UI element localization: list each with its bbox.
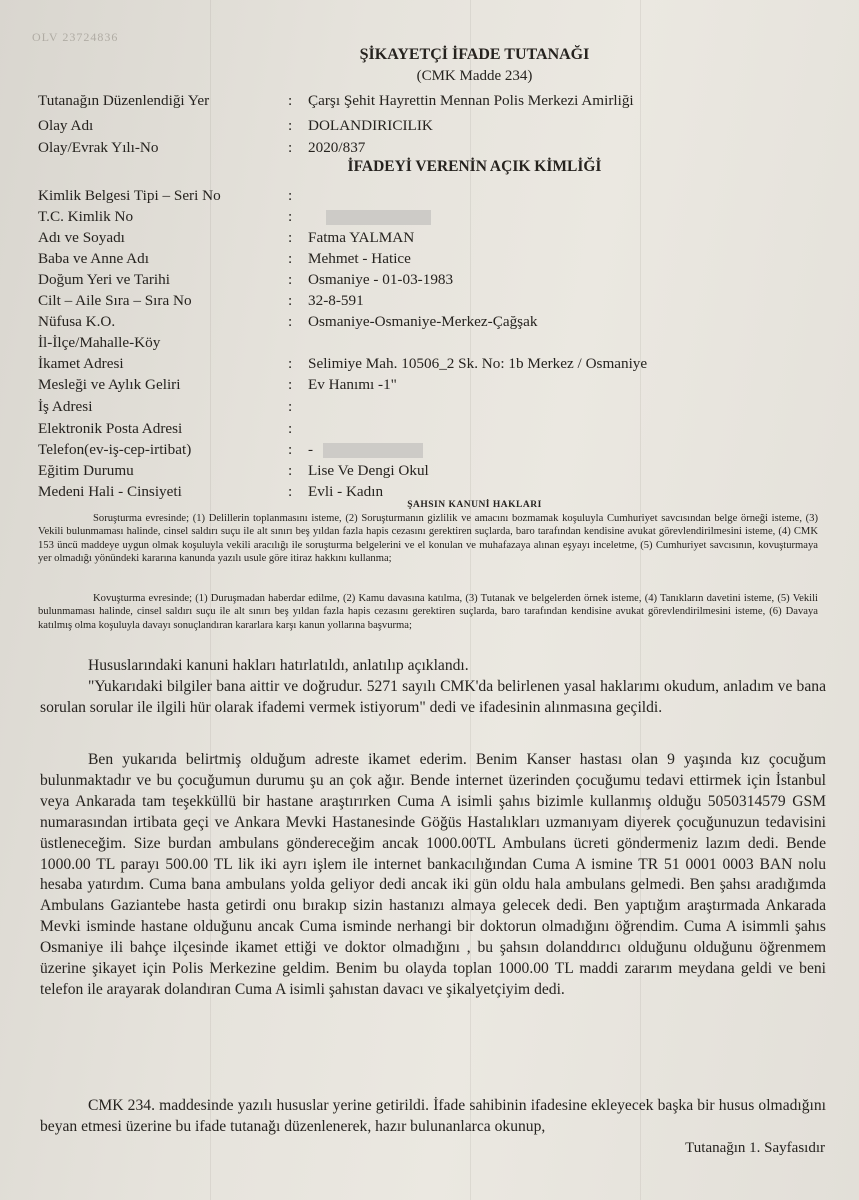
field-value: Selimiye Mah. 10506_2 Sk. No: 1b Merkez / Osmaniye: [308, 355, 648, 372]
phone-dash: -: [308, 441, 314, 458]
field-label: Baba ve Anne Adı: [38, 250, 149, 267]
field-value: Mehmet - Hatice: [308, 250, 411, 267]
field-label: Telefon(ev-iş-cep-irtibat): [38, 441, 192, 458]
field-label: Kimlik Belgesi Tipi – Seri No: [38, 187, 221, 204]
page-footer: Tutanağın 1. Sayfasıdır: [685, 1140, 825, 1156]
field-colon: :: [288, 292, 293, 309]
field-colon: :: [288, 441, 293, 458]
field-colon: :: [288, 483, 293, 500]
field-value: [308, 208, 431, 226]
rights-prosecution-paragraph: Kovuşturma evresinde; (1) Duruşmadan haberdar edilme, (2) Kamu davasına katılma, (3) Tutanak ve belgelerden örnek isteme, (4) Tanıkların davetini isteme, (5) Vekili bulunmaması halinde, cinsel saldırı suçu ile alt sınırı beş yıldan fazla hapis cezasını gerektiren suçlarda, baro tarafından kendisine avukat görevlendirilmesini isteme, (6) Davaya katılmış olma koşuluyla davayı sonuçlandıran kararlara karşı kanun yollarına başvurma;: [38, 593, 818, 631]
redaction-block: [326, 210, 431, 225]
field-colon: :: [288, 376, 293, 393]
field-label: Doğum Yeri ve Tarihi: [38, 271, 170, 288]
field-value: Osmaniye-Osmaniye-Merkez-Çağşak: [308, 313, 538, 330]
field-colon: :: [288, 117, 293, 134]
field-label: Olay/Evrak Yılı-No: [38, 139, 159, 156]
field-colon: :: [288, 398, 293, 415]
field-value: Lise Ve Dengi Okul: [308, 462, 429, 479]
field-colon: :: [288, 208, 293, 225]
field-label: Tutanağın Düzenlendiği Yer: [38, 92, 210, 109]
field-label: İş Adresi: [38, 398, 93, 415]
field-value: [308, 441, 423, 459]
rights-reminder-paragraph: Hususlarındaki kanuni hakları hatırlatıldı, anlatılıp açıklandı.: [88, 657, 469, 674]
field-value: Osmaniye - 01-03-1983: [308, 271, 454, 288]
consent-paragraph: "Yukarıdaki bilgiler bana aittir ve doğrudur. 5271 sayılı CMK'da belirlenen yasal haklarımı okudum, anladım ve bana sorulan sorular ile ilgili hür olarak ifademi vermek istiyorum" dedi ve ifadesinin alınmasına geçildi.: [40, 678, 826, 716]
field-label: Elektronik Posta Adresi: [38, 420, 183, 437]
closing-paragraph: CMK 234. maddesinde yazılı hususlar yerine getirildi. İfade sahibinin ifadesine ekleyecek başka bir husus olmadığını beyan etmesi üzerine bu ifade tutanağı düzenlenerek, hazır bulunanlarca okunup,: [40, 1097, 826, 1135]
field-label: Medeni Hali - Cinsiyeti: [38, 483, 182, 500]
field-label: İl-İlçe/Mahalle-Köy: [38, 334, 161, 351]
field-label: T.C. Kimlik No: [38, 208, 134, 225]
statement-paragraph: Ben yukarıda belirtmiş olduğum adreste ikamet ederim. Benim Kanser hastası olan 9 yaşında kız çocuğum bulunmaktadır ve bu çocuğumun durumu şu an çok ağır. Bende internet üzerinden çocuğumu tedavi ettirmek için İstanbul veya Ankarada tam teşekküllü bir hastane araştırırken Cuma A isimli şahıs bizimle kullanmış olduğu 5050314579 GSM numarasından irtibata geçi ve Ankara Mevki Hastanesinde Göğüs Hastalıkları uzmanıyam diyerek çocuğunuzun tedavisini üstleneceğim. Size burdan ambulans göndereceğim ancak 1000.00TL Ambulans ücreti göndermeniz lazım dedi. Bende 1000.00 TL parayı 500.00 TL lik iki ayrı işlem ile internet bankacılığından Cuma A ismine TR 51 0001 0003 BAN nolu hesaba yatırdım. Cuma bana ambulans yolda geliyor dedi ancak iki gün oldu hala ambulans gelmedi. Ben şahsı aradığımda Ambulans Gaziantebe hasta getirdi onu bırakıp sizin hastanızı almaya gelecek dedi. Ben yaptığım araştırmada Ankarada Mevki isminde hastane olduğunu ancak Cuma isminde nerhangi bir doktorun olmadığını öğrendim. Cuma A isimmli şahıs Osmaniye ili bahçe ilçesinde ikamet ettiği ve doktor olmadığını , bu şahsın dolanddırıcı olduğunu olduğunu öğrenmem üzerine şikayet için Polis Merkezine geldim. Benim bu olayda toplan 1000.00 TL maddi zararım meydana geldi ve beni telefon ile arayarak dolandıran Cuma A isimli şahıstan davacı ve şikalyetçiyim dedi.: [40, 751, 826, 998]
field-label: Cilt – Aile Sıra – Sıra No: [38, 292, 192, 309]
field-value: Evli - Kadın: [308, 483, 384, 500]
field-colon: :: [288, 187, 293, 204]
rights-title: ŞAHSIN KANUNİ HAKLARI: [407, 500, 542, 510]
field-colon: :: [288, 355, 293, 372]
document-subtitle: (CMK Madde 234): [416, 68, 533, 84]
identity-section-title: İFADEYİ VERENİN AÇIK KİMLİĞİ: [347, 158, 602, 175]
document-code: OLV 23724836: [32, 30, 119, 44]
field-label: Eğitim Durumu: [38, 462, 134, 479]
field-value: 32-8-591: [308, 292, 364, 309]
field-label: İkamet Adresi: [38, 355, 124, 372]
field-colon: :: [288, 139, 293, 156]
field-colon: :: [288, 462, 293, 479]
field-colon: :: [288, 229, 293, 246]
rights-investigation-paragraph: Soruşturma evresinde; (1) Delillerin toplanmasını isteme, (2) Soruşturmanın gizlilik ve amacını bozmamak koşuluyla Cumhuriyet savcısından belge örneği isteme, (3) Vekili bulunmaması halinde, cinsel saldırı suçu ile alt sınırı beş yıldan fazla hapis cezasını gerektiren suçlarda, baro tarafından kendisine avukat görevlendirilmesini isteme, (4) CMK 153 üncü maddeye uygun olmak koşuluyla vekili aracılığı ile soruşturma belgelerini ve el konulan ve muhafazaya alınan eşyayı inceletme, (5) Cumhuriyet savcısının, kovuşturmaya yer olmadığı yönündeki kararına kanunda yazılı usule göre itiraz hakkını kullanma;: [38, 513, 818, 565]
field-colon: :: [288, 250, 293, 267]
redaction-block: [323, 443, 423, 458]
field-label: Nüfusa K.O.: [38, 313, 116, 330]
field-value: 2020/837: [308, 139, 366, 156]
field-colon: :: [288, 313, 293, 330]
field-value: Ev Hanımı -1": [308, 376, 397, 393]
field-label: Olay Adı: [38, 117, 94, 134]
field-label: Mesleği ve Aylık Geliri: [38, 376, 181, 393]
document-title: ŞİKAYETÇİ İFADE TUTANAĞI: [359, 46, 590, 63]
field-colon: :: [288, 271, 293, 288]
field-value: DOLANDIRICILIK: [308, 117, 433, 134]
field-value: Fatma YALMAN: [308, 229, 415, 246]
field-value: Çarşı Şehit Hayrettin Mennan Polis Merkezi Amirliği: [308, 92, 634, 109]
field-colon: :: [288, 92, 293, 109]
field-colon: :: [288, 420, 293, 437]
field-label: Adı ve Soyadı: [38, 229, 125, 246]
